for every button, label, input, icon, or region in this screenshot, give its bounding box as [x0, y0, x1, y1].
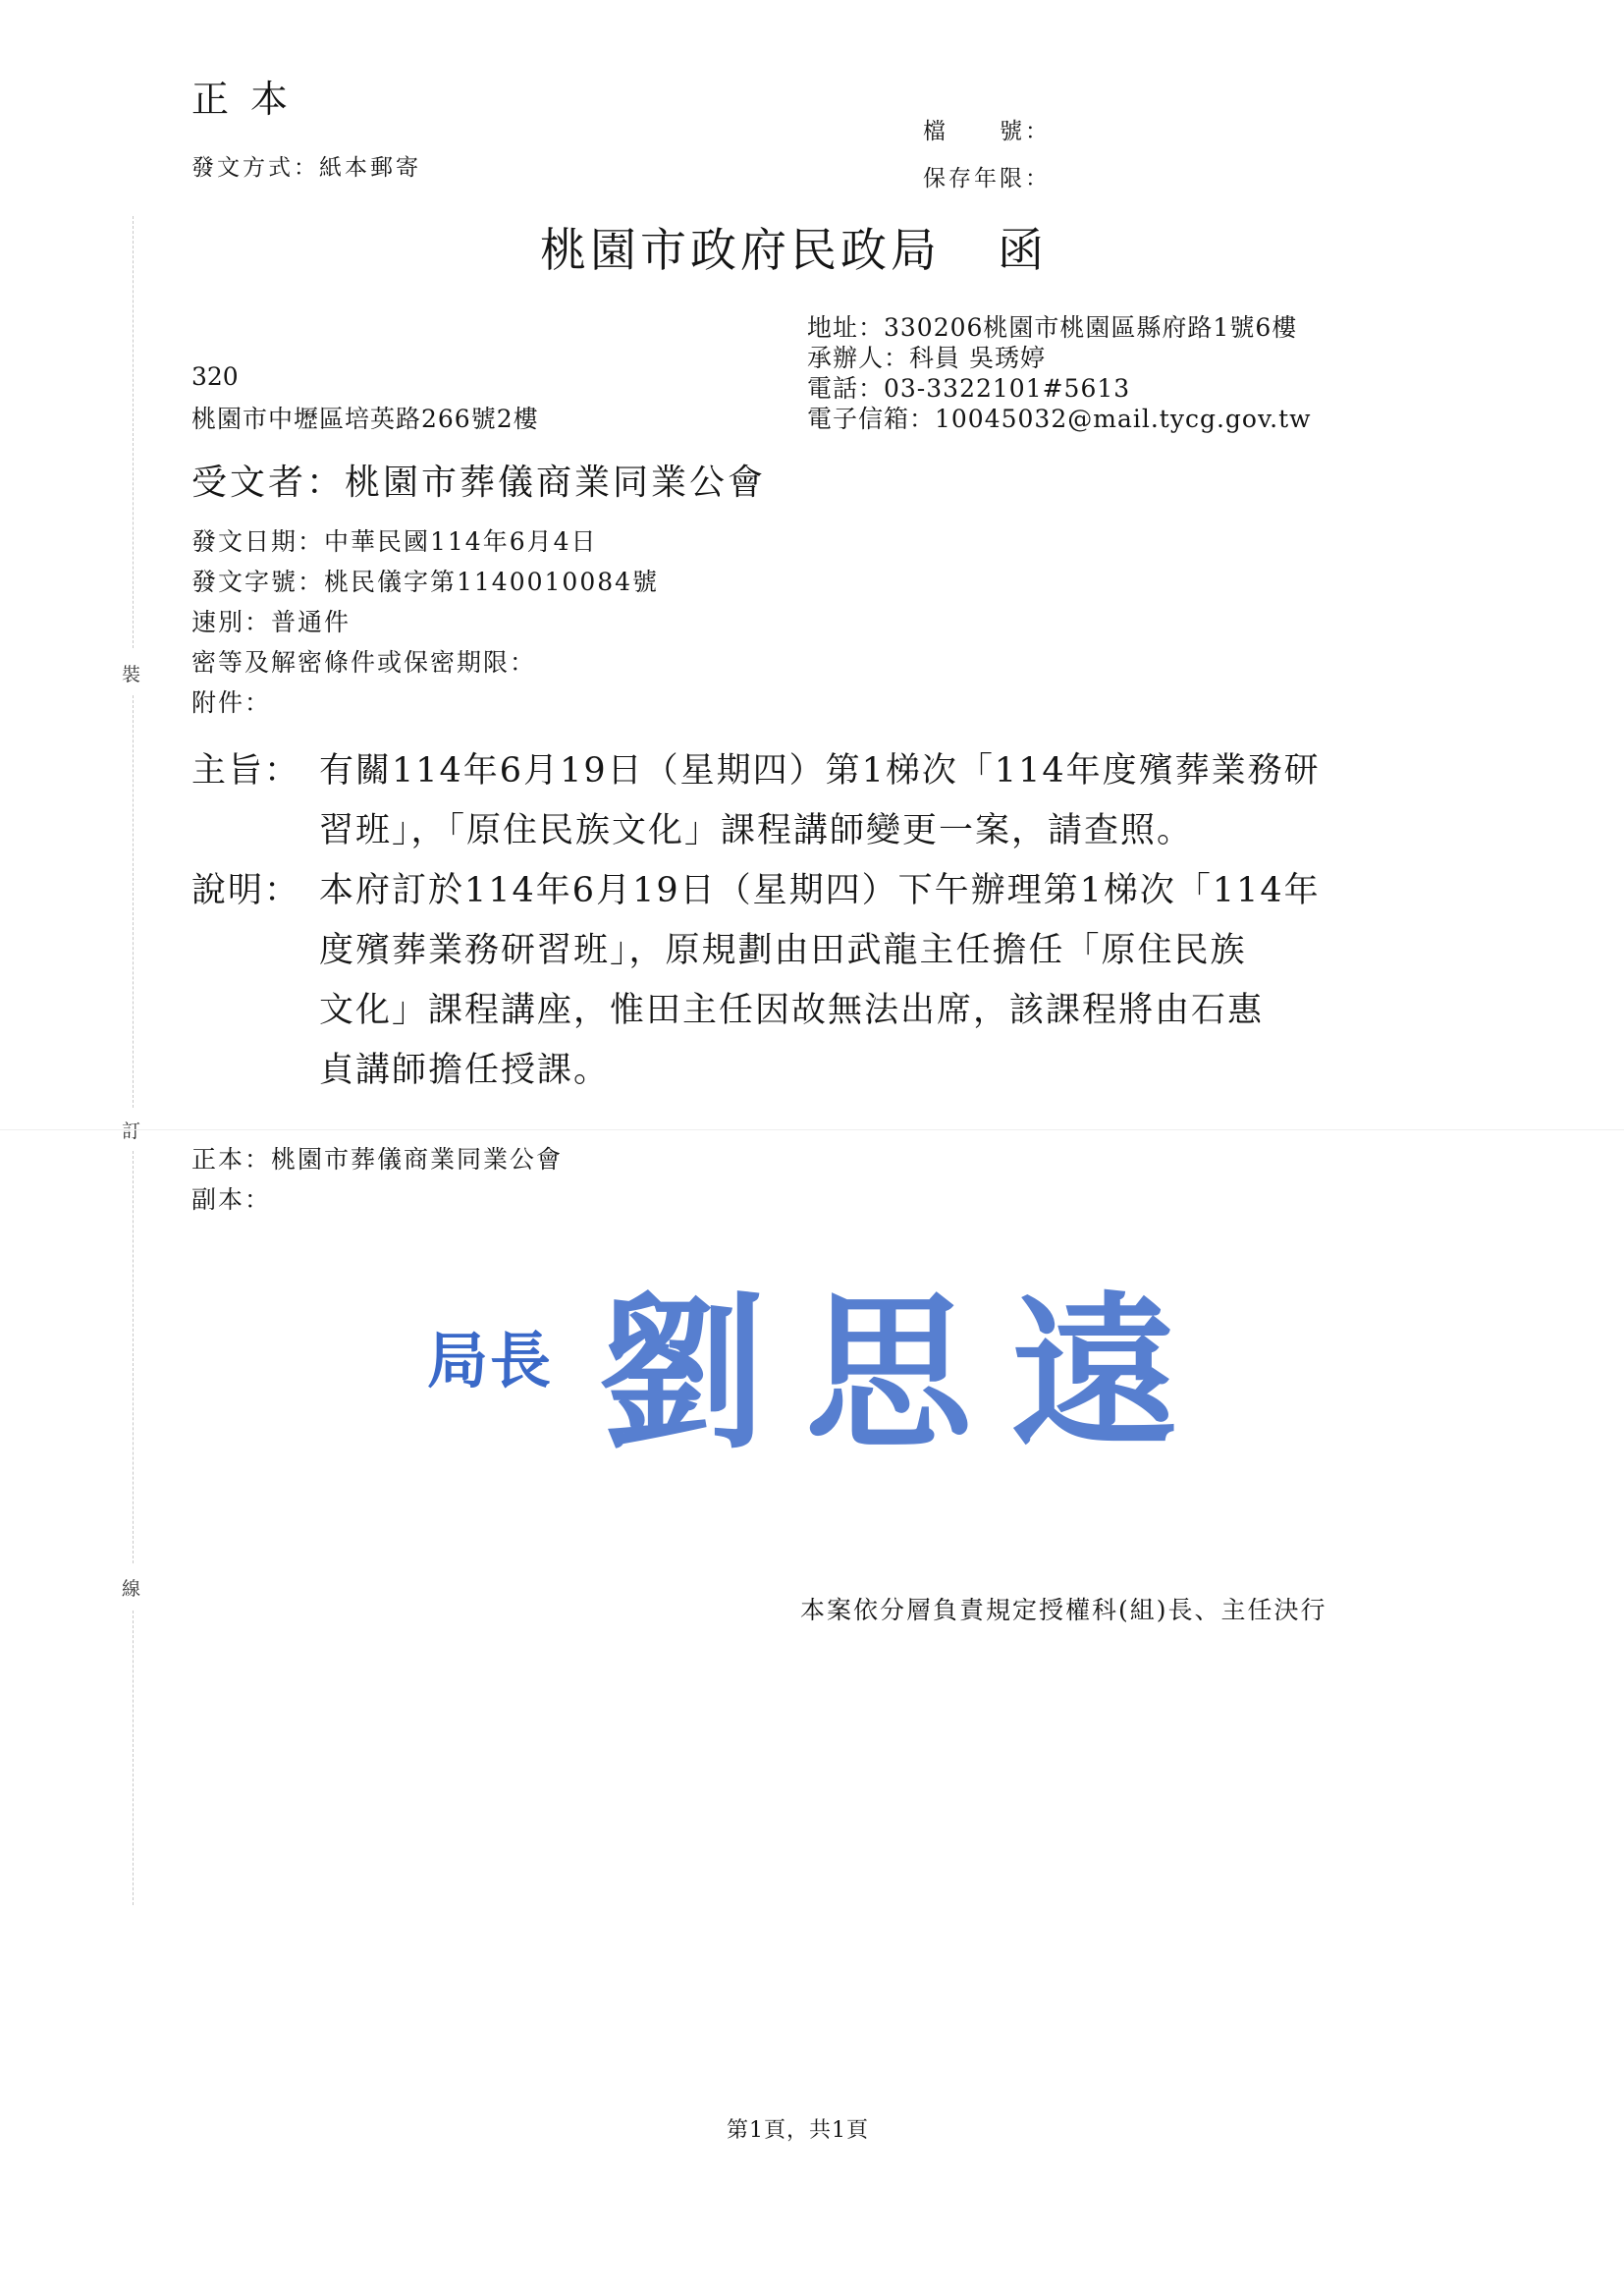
file-info — [923, 108, 1051, 202]
retention-label: 保存年限： — [923, 166, 1051, 191]
page-number: 第1頁，共1頁 — [727, 2118, 869, 2143]
signature-title-stamp: 局長 — [427, 1325, 554, 1396]
binding-line — [133, 1611, 134, 1905]
copy-type-label: 正本 — [191, 78, 310, 121]
copy-recipient: 副本： — [191, 1185, 272, 1214]
explanation-line: 文化」課程講座，惟田主任因故無法出席，該課程將由石惠 — [319, 991, 1265, 1030]
secrecy-terms: 密等及解密條件或保密期限： — [191, 648, 537, 677]
recipient-zip: 320 — [191, 362, 239, 391]
sender-contact — [807, 312, 1312, 434]
doc-kind: 函 — [998, 224, 1048, 278]
delegation-note: 本案依分層負責規定授權科(組)長、主任決行 — [800, 1596, 1327, 1624]
binding-mark-xian: 線 — [122, 1578, 141, 1600]
binding-line — [133, 695, 134, 1108]
subject-label: 主旨： — [191, 751, 301, 791]
explanation-label: 說明： — [191, 871, 301, 910]
addressee: 受文者：桃園市葬儀商業同業公會 — [191, 463, 767, 503]
binding-mark-zhuang: 裝 — [122, 664, 141, 685]
document-title — [540, 214, 1048, 280]
document-number: 發文字號：桃民儀字第1140010084號 — [191, 568, 660, 596]
binding-line — [133, 1151, 134, 1563]
sender-address: 地址：330206桃園市桃園區縣府路1號6樓 — [807, 313, 1298, 342]
explanation-paragraph — [191, 861, 1438, 1101]
phone: 電話：03-3322101#5613 — [807, 374, 1131, 403]
email: 電子信箱：10045032@mail.tycg.gov.tw — [807, 405, 1312, 433]
attachments: 附件： — [191, 688, 272, 717]
document-meta — [191, 521, 659, 723]
recipient-address: 桃園市中壢區培英路266號2樓 — [191, 405, 539, 433]
distribution-list — [191, 1139, 563, 1220]
handler: 承辦人：科員 吳琇婷 — [807, 344, 1046, 372]
binding-mark-ding: 訂 — [122, 1120, 141, 1142]
subject-line: 習班」，「原住民族文化」課程講師變更一案，請查照。 — [319, 811, 1194, 850]
agency-name: 桃園市政府民政局 — [540, 224, 941, 278]
file-number-label: 檔 號： — [923, 119, 1051, 144]
subject-paragraph — [191, 741, 1438, 861]
explanation-line: 本府訂於114年6月19日（星期四）下午辦理第1梯次「114年 — [319, 871, 1321, 910]
speed-class: 速別：普通件 — [191, 608, 352, 636]
original-recipient: 正本：桃園市葬儀商業同業公會 — [191, 1145, 564, 1174]
fold-line — [0, 1129, 1624, 1130]
subject-line: 有關114年6月19日（星期四）第1梯次「114年度殯葬業務研 — [319, 751, 1321, 791]
issue-date: 發文日期：中華民國114年6月4日 — [191, 527, 598, 556]
explanation-line: 貞講師擔任授課。 — [319, 1051, 611, 1090]
signature-name-stamp: 劉思遠 — [599, 1276, 1218, 1472]
binding-line — [133, 216, 134, 648]
send-method: 發文方式：紙本郵寄 — [191, 155, 421, 181]
explanation-line: 度殯葬業務研習班」，原規劃由田武龍主任擔任「原住民族 — [319, 931, 1247, 970]
document-body — [191, 741, 1438, 1101]
